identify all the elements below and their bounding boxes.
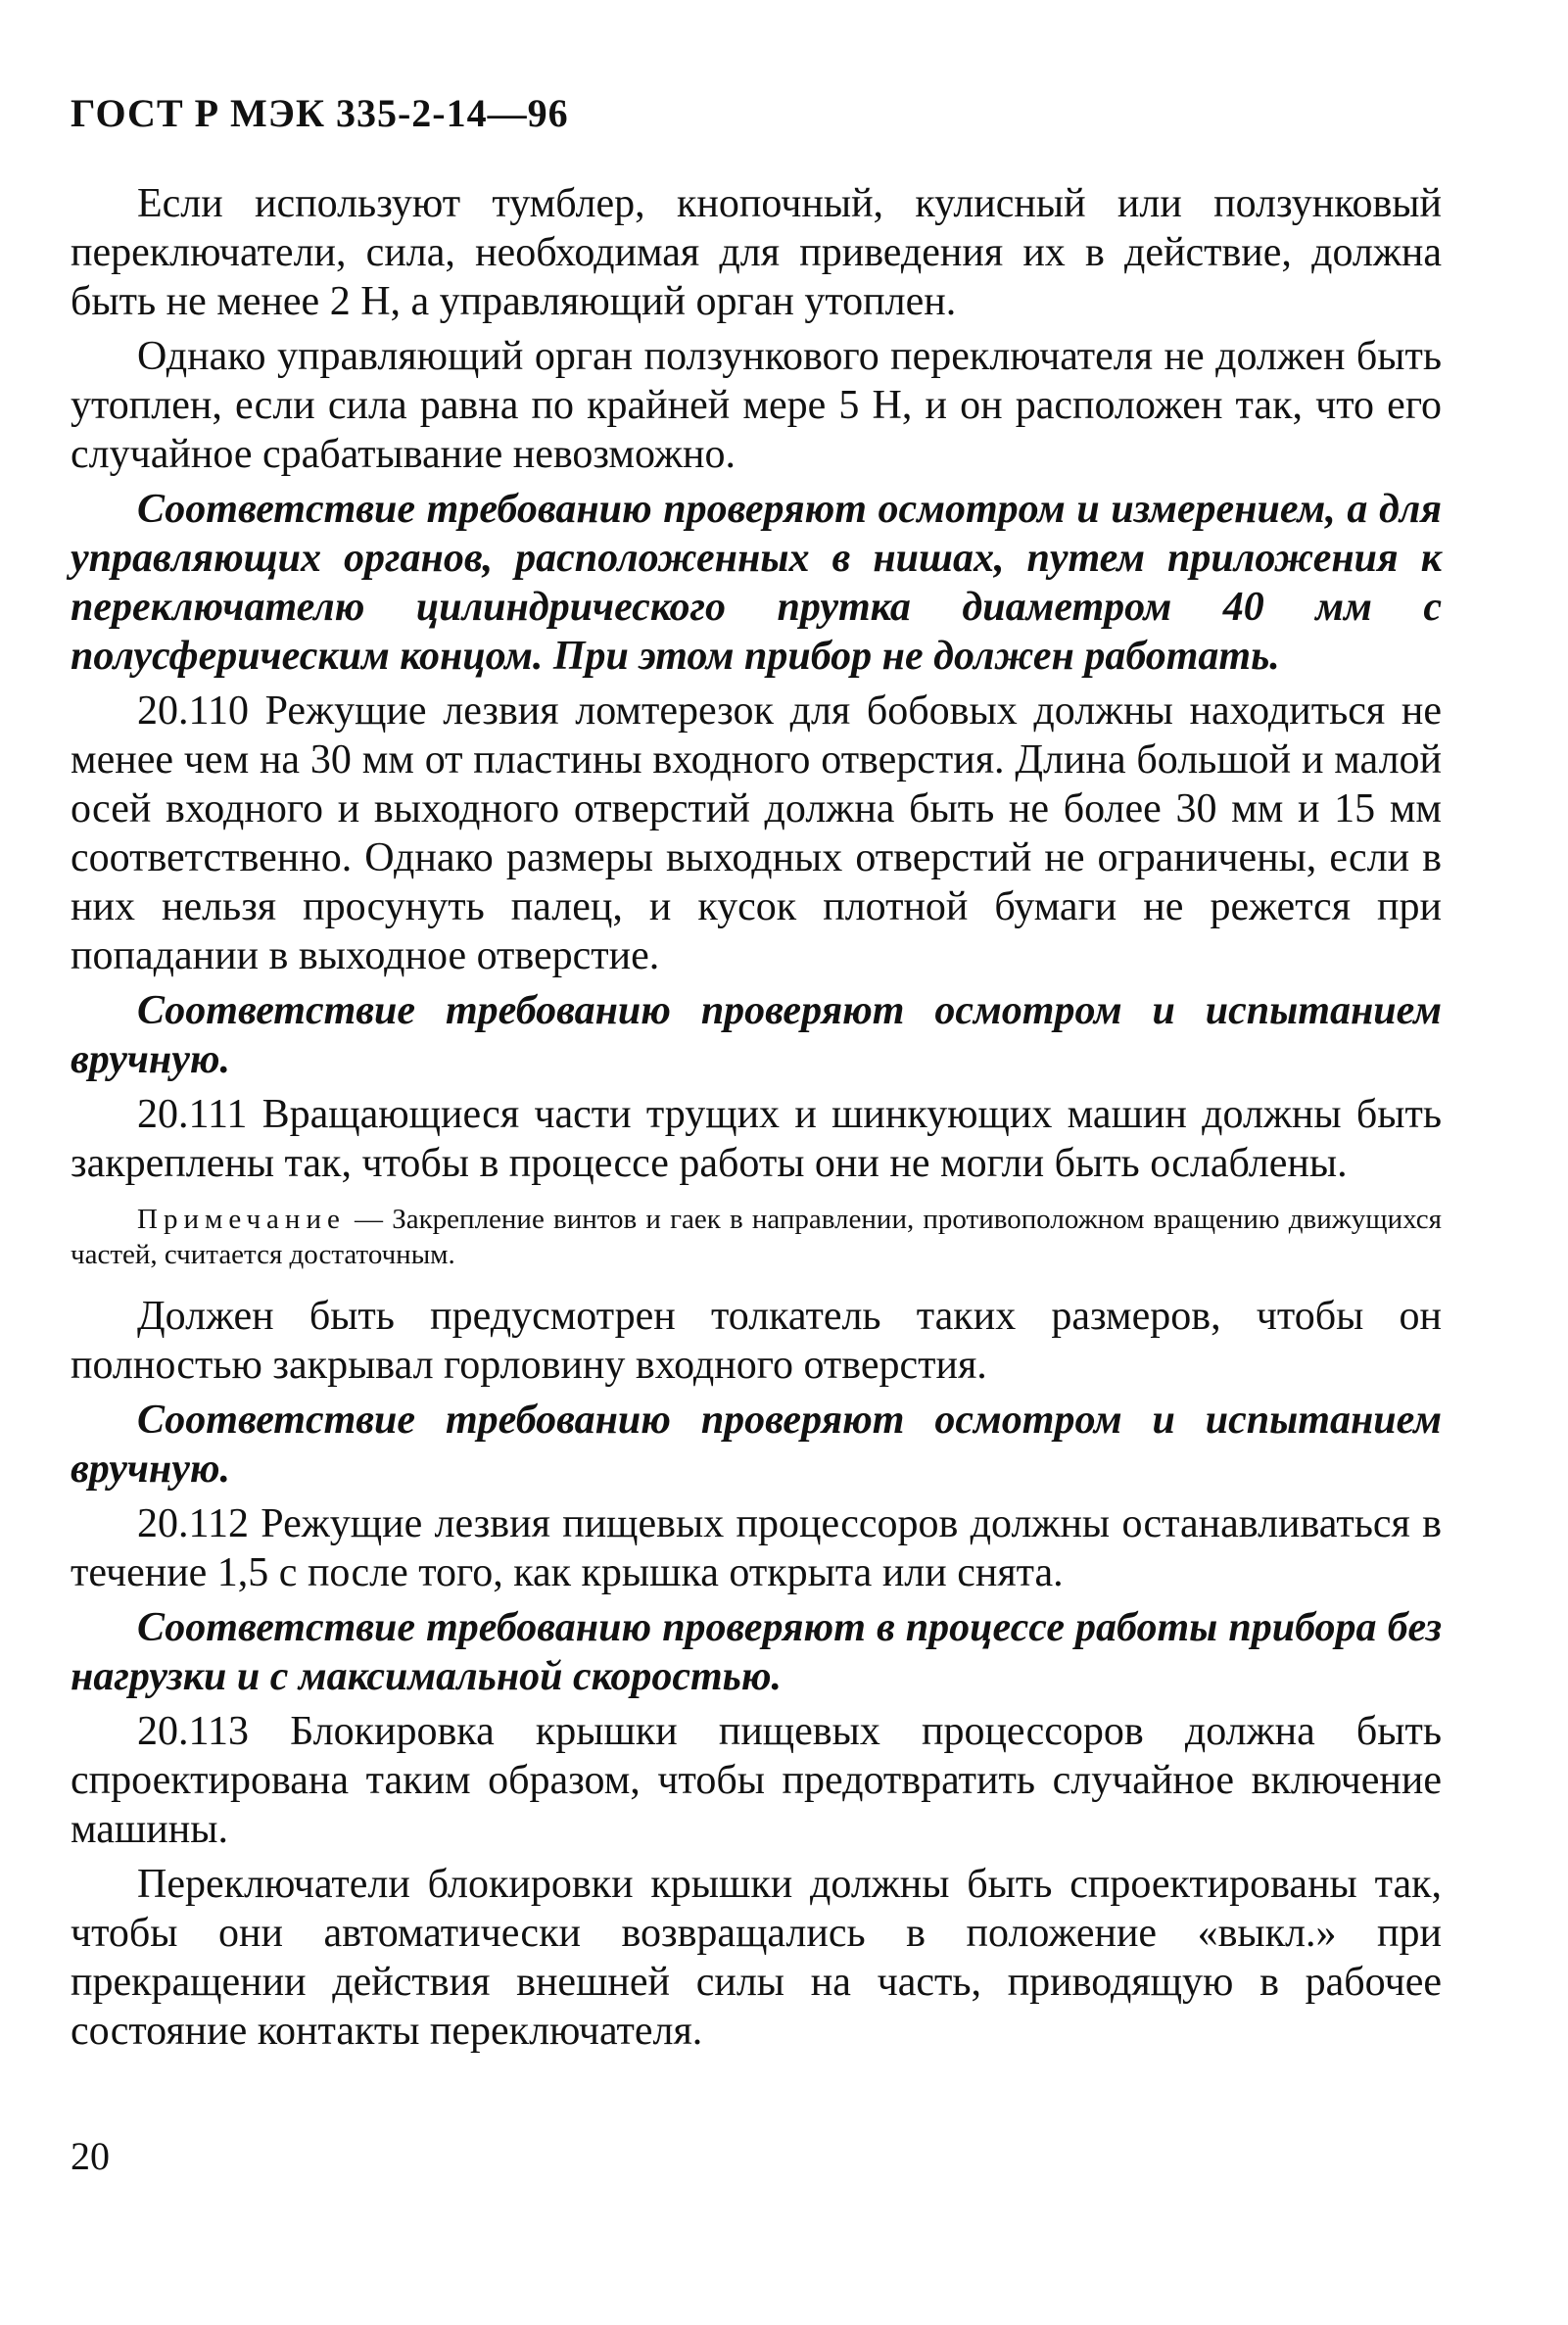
document-page xyxy=(71,90,1442,2062)
paragraph-interlock-switches: Переключатели блокировки крышки должны быть спроектированы так, чтобы они автоматически возвращались в положение «выкл.» при прекращении действия внешней силы на часть, приводящую в рабочее состояние контакты переключателя. xyxy=(71,1862,1442,2054)
note-lead: Примечание xyxy=(137,1204,346,1235)
paragraph-slide-switch: Однако управляющий орган ползункового переключателя не должен быть утоплен, если сила равна по крайней мере 5 Н, и он расположен так, что его случайное срабатывание невозможно. xyxy=(71,334,1442,477)
compliance-check-2: Соответствие требованию проверяют осмотром и испытанием вручную. xyxy=(71,988,1442,1082)
page-number: 20 xyxy=(71,2134,110,2178)
clause-20-112: 20.112 Режущие лезвия пищевых процессоров должны останавливаться в течение 1,5 с после того, как крышка открыта или снята. xyxy=(71,1501,1442,1595)
note-text: — Закрепление винтов и гаек в направлении, противоположном вращению движущихся частей, считается достаточным. xyxy=(71,1204,1442,1270)
note xyxy=(71,1202,1442,1272)
document-header: ГОСТ Р МЭК 335-2-14—96 xyxy=(71,91,569,135)
paragraph-pusher: Должен быть предусмотрен толкатель таких размеров, чтобы он полностью закрывал горловину входного отверстия. xyxy=(71,1294,1442,1388)
compliance-check-4: Соответствие требованию проверяют в процессе работы прибора без нагрузки и с максимальной скоростью. xyxy=(71,1605,1442,1699)
paragraph-switch-force: Если используют тумблер, кнопочный, кулисный или ползунковый переключатели, сила, необходимая для приведения их в действие, должна быть не менее 2 Н, а управляющий орган утоплен. xyxy=(71,181,1442,324)
clause-20-110: 20.110 Режущие лезвия ломтерезок для бобовых должны находиться не менее чем на 30 мм от пластины входного отверстия. Длина большой и малой осей входного и выходного отверстий должна быть не более 30 мм и 15 мм соответственно. Однако размеры выходных отверстий не ограничены, если в них нельзя просунуть палец, и кусок плотной бумаги не режется при попадании в выходное отверстие. xyxy=(71,688,1442,978)
clause-20-113: 20.113 Блокировка крышки пищевых процессоров должна быть спроектирована таким образом, чтобы предотвратить случайное включение машины. xyxy=(71,1709,1442,1852)
compliance-check-1: Соответствие требованию проверяют осмотром и измерением, а для управляющих органов, расположенных в нишах, путем приложения к переключателю цилиндрического прутка диаметром 40 мм с полусферическим концом. При этом прибор не должен работать. xyxy=(71,487,1442,679)
compliance-check-3: Соответствие требованию проверяют осмотром и испытанием вручную. xyxy=(71,1398,1442,1492)
clause-20-111: 20.111 Вращающиеся части трущих и шинкующих машин должны быть закреплены так, чтобы в процессе работы они не могли быть ослаблены. xyxy=(71,1092,1442,1186)
